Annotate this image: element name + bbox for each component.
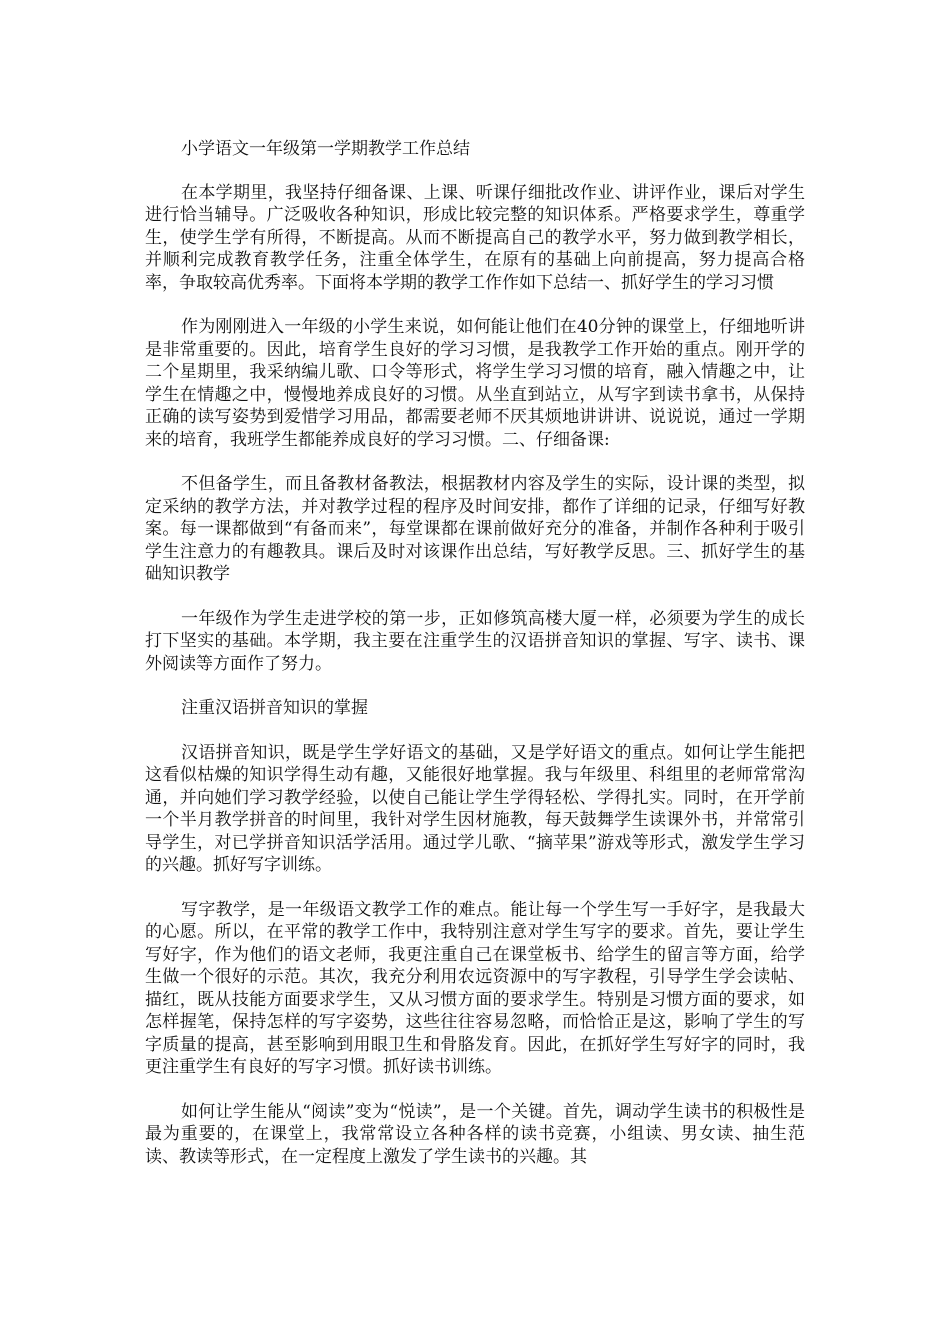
- document-title: 小学语文一年级第一学期教学工作总结: [181, 139, 470, 159]
- paragraph: 作为刚刚进入一年级的小学生来说，如何能让他们在40分钟的课堂上，仔细地听讲是非常重要的。因此，培育学生良好的学习习惯，是我教学工作开始的重点。刚开学的二个星期里，我采纳编儿歌、口令等形式，将学生学习习惯的培育，融入情趣之中，让学生在情趣之中，慢慢地养成良好的习惯。从坐直到站立，从写字到读书拿书，从保持正确的读写姿势到爱惜学习用品，都需要老师不厌其烦地讲讲讲、说说说，通过一学期来的培育，我班学生都能养成良好的学习习惯。二、仔细备课:: [145, 317, 805, 450]
- paragraph: 不但备学生，而且备教材备教法，根据教材内容及学生的实际，设计课的类型，拟定采纳的教学方法，并对教学过程的程序及时间安排，都作了详细的记录，仔细写好教案。每一课都做到“有备而来”，每堂课都在课前做好充分的准备，并制作各种利于吸引学生注意力的有趣教具。课后及时对该课作出总结，写好教学反思。三、抓好学生的基础知识教学: [145, 474, 805, 584]
- paragraph: 在本学期里，我坚持仔细备课、上课、听课仔细批改作业、讲评作业，课后对学生进行恰当辅导。广泛吸收各种知识，形成比较完整的知识体系。严格要求学生，尊重学生，使学生学有所得，不断提高。从而不断提高自己的教学水平，努力做到教学相长，并顺利完成教育教学任务，注重全体学生，在原有的基础上向前提高，努力提高合格率，争取较高优秀率。下面将本学期的教学工作作如下总结一、抓好学生的学习习惯: [145, 182, 805, 293]
- document-body: [145, 138, 805, 1190]
- paragraph: 如何让学生能从“阅读”变为“悦读”，是一个关键。首先，调动学生读书的积极性是最为重要的，在课堂上，我常常设立各种各样的读书竞赛，小组读、男女读、抽生范读、教读等形式，在一定程度上激发了学生读书的兴趣。其: [145, 1101, 805, 1167]
- paragraph: 写字教学，是一年级语文教学工作的难点。能让每一个学生写一手好字，是我最大的心愿。所以，在平常的教学工作中，我特别注意对学生写字的要求。首先，要让学生写好字，作为他们的语文老师，我更注重自己在课堂板书、给学生的留言等方面，给学生做一个很好的示范。其次，我充分利用农远资源中的写字教程，引导学生学会读帖、描红，既从技能方面要求学生，又从习惯方面的要求学生。特别是习惯方面的要求，如怎样握笔，保持怎样的写字姿势，这些往往容易忽略，而恰恰正是这，影响了学生的写字质量的提高，甚至影响到用眼卫生和骨胳发育。因此，在抓好学生写好字的同时，我更注重学生有良好的写字习惯。抓好读书训练。: [145, 899, 805, 1077]
- paragraph: 汉语拼音知识，既是学生学好语文的基础，又是学好语文的重点。如何让学生能把这看似枯燥的知识学得生动有趣，又能很好地掌握。我与年级里、科组里的老师常常沟通，并向她们学习教学经验，以使自己能让学生学得轻松、学得扎实。同时，在开学前一个半月教学拼音的时间里，我针对学生因材施教，每天鼓舞学生读课外书，并常常引导学生，对已学拼音知识活学活用。通过学儿歌、“摘苹果”游戏等形式，激发学生学习的兴趣。抓好写字训练。: [145, 742, 805, 875]
- section-subheading: 注重汉语拼音知识的掌握: [181, 698, 368, 718]
- paragraph: 一年级作为学生走进学校的第一步，正如修筑高楼大厦一样，必须要为学生的成长打下坚实的基础。本学期，我主要在注重学生的汉语拼音知识的掌握、写字、读书、课外阅读等方面作了努力。: [145, 608, 805, 674]
